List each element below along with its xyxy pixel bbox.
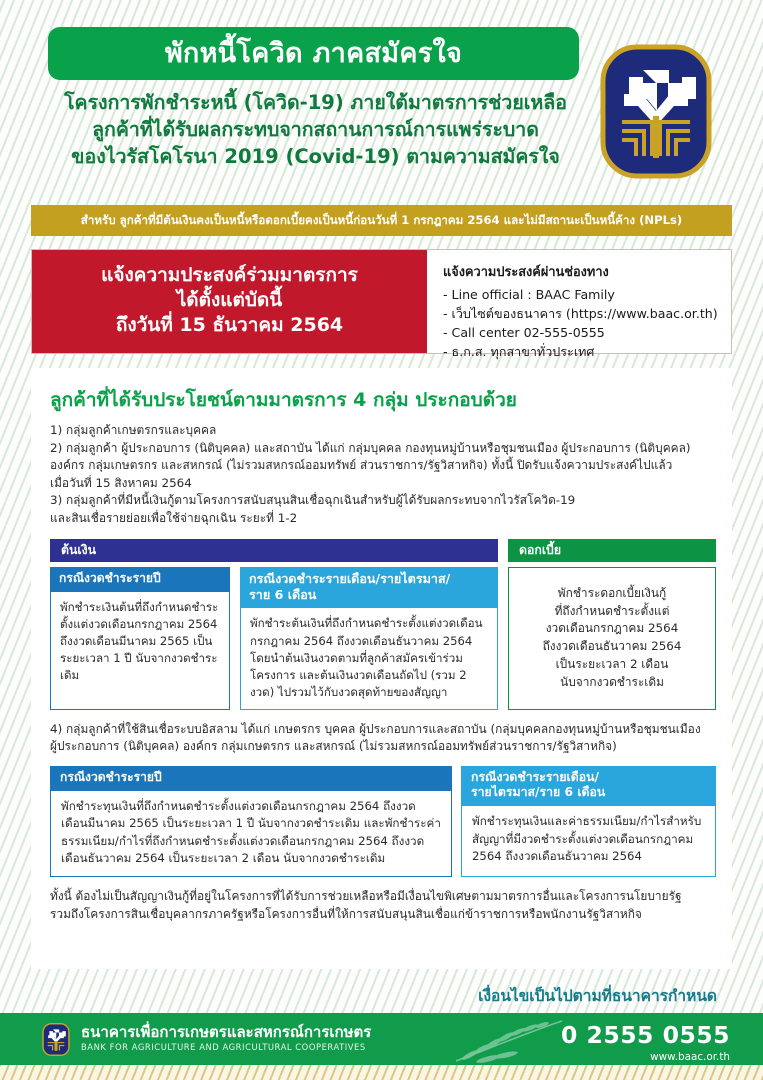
band-principal	[50, 539, 498, 562]
card-annual-principal-body: พักชำระเงินต้นที่ถึงกำหนดชำระตั้งแต่งวดเดือนกรกฎาคม 2564 ถึงงวดเดือนมีนาคม 2565 เป็นระยะเวลา 1 ปี นับจากงวดชำระเดิม	[50, 591, 230, 710]
primary-cards-row	[50, 567, 716, 710]
band-interest-label: ดอกเบี้ย	[519, 543, 562, 557]
band-interest	[508, 539, 716, 562]
card-monthly-islamic-head	[461, 766, 716, 806]
islamic-finance-note	[50, 721, 716, 756]
card-monthly-islamic-head-line1: กรณีงวดชำระรายเดือน/	[471, 769, 600, 784]
closing-note	[50, 888, 716, 924]
footer-contact	[560, 1021, 730, 1063]
card-monthly-principal-body: พักชำระต้นเงินที่ถึงกำหนดชำระตั้งแต่งวดเดือนกรกฎาคม 2564 ถึงงวดเดือนธันวาคม 2564 โดยนำต้นเงินงวดตามที่ลูกค้าสมัครเข้าร่วมโครงการ และต้นเงินงวดเดือนถัดไป (รวม 2 งวด) ไปรวมไว้กับงวดสุดท้ายของสัญญา	[240, 607, 498, 709]
islamic-line-1: 4) กลุ่มลูกค้าที่ใช้สินเชื่อระบบอิสลาม ได้แก่ เกษตรกร บุคคล ผู้ประกอบการและสถาบัน (กลุ่มบุคคลกองทุนหมู่บ้านหรือชุมชนเมือง	[50, 721, 701, 736]
rice-stalk-icon	[448, 1015, 568, 1065]
subtitle-line-2: ลูกค้าที่ได้รับผลกระทบจากสถานการณ์การแพร่ระบาด	[92, 117, 539, 141]
interest-line-5: เป็นระยะเวลา 2 เดือน	[555, 657, 669, 672]
card-interest-text	[543, 585, 682, 692]
channel-line-item[interactable]: - Line official : BAAC Family	[443, 287, 615, 302]
contact-channels-panel	[427, 250, 731, 360]
subtitle-line-3: ของไวรัสโคโรนา 2019 (Covid-19) ตามความสมัครใจ	[71, 144, 560, 168]
card-monthly-principal	[240, 567, 498, 710]
card-annual-principal-head: กรณีงวดชำระรายปี	[50, 567, 230, 591]
eligibility-bar	[31, 205, 732, 236]
footer-phone-number[interactable]: 0 2555 0555	[560, 1021, 730, 1049]
islamic-line-2: ผู้ประกอบการ (นิติบุคคล) องค์กร กลุ่มเกษตรกร และสหกรณ์ (ไม่รวมสหกรณ์ออมทรัพย์ส่วนราชการ/รัฐวิสาหกิจ)	[50, 739, 617, 754]
baac-logo-icon	[600, 44, 712, 179]
beneficiary-item-3a: 3) กลุ่มลูกค้าที่มีหนี้เงินกู้ตามโครงการสนับสนุนสินเชื่อฉุกเฉินสำหรับผู้ได้รับผลกระทบจากไวรัสโควิด-19	[50, 493, 576, 507]
closing-line-1: ทั้งนี้ ต้องไม่เป็นสัญญาเงินกู้ที่อยู่ในโครงการที่ได้รับการช่วยเหลือหรือมีเงื่อนไขพิเศษตามมาตรการอื่นและโครงการนโยบายรัฐ	[50, 888, 682, 903]
footer-bank-name-en: BANK FOR AGRICULTURE AND AGRICULTURAL COOPERATIVES	[81, 1042, 366, 1053]
registration-deadline-panel	[32, 250, 427, 353]
interest-line-1: พักชำระดอกเบี้ยเงินกู้	[557, 585, 667, 600]
channel-website-item[interactable]: - เว็บไซต์ของธนาคาร (https://www.baac.or.th)	[443, 306, 718, 322]
deadline-line-3: ถึงวันที่ 15 ธันวาคม 2564	[115, 314, 344, 337]
principal-cards-group	[50, 567, 498, 710]
card-monthly-islamic-body: พักชำระทุนเงินและค่าธรรมเนียม/กำไรสำหรับสัญญาที่มีงวดชำระตั้งแต่งวดเดือนกรกฎาคม 2564 ถึงงวดเดือนธันวาคม 2564	[461, 805, 716, 877]
footer-bank-name-th: ธนาคารเพื่อการเกษตรและสหกรณ์การเกษตร	[81, 1023, 372, 1041]
beneficiaries-heading: ลูกค้าที่ได้รับประโยชน์ตามมาตรการ 4 กลุ่ม ประกอบด้วย	[50, 389, 517, 411]
islamic-cards-row	[50, 766, 716, 877]
interest-line-2: ที่ถึงกำหนดชำระตั้งแต่	[554, 603, 670, 618]
interest-line-4: ถึงงวดเดือนธันวาคม 2564	[542, 639, 682, 654]
interest-line-3: งวดเดือนกรกฎาคม 2564	[545, 621, 679, 636]
card-monthly-islamic-head-line2: รายไตรมาส/ราย 6 เดือน	[471, 784, 606, 799]
main-content-panel	[31, 368, 732, 969]
card-interest-box	[508, 567, 716, 710]
footer-website[interactable]: www.baac.or.th	[650, 1050, 730, 1063]
beneficiary-item-1: 1) กลุ่มลูกค้าเกษตรกรและบุคคล	[50, 423, 217, 437]
card-annual-islamic-head: กรณีงวดชำระรายปี	[50, 766, 452, 790]
beneficiary-item-2a: 2) กลุ่มลูกค้า ผู้ประกอบการ (นิติบุคคล) และสถาบัน ได้แก่ กลุ่มบุคคล กองทุนหมู่บ้านหรือชุมชนเมือง ผู้ประกอบการ (นิติบุคคล)	[50, 440, 691, 455]
page-title: พักหนี้โควิด ภาคสมัครใจ	[164, 38, 463, 69]
footer-bank-names	[81, 1024, 371, 1054]
interest-line-6: นับจากงวดชำระเดิม	[560, 675, 664, 690]
card-interest	[508, 567, 716, 710]
beneficiary-item-3b: และสินเชื่อรายย่อยเพื่อใช้จ่ายฉุกเฉิน ระยะที่ 1-2	[50, 510, 298, 525]
card-annual-islamic-body: พักชำระทุนเงินที่ถึงกำหนดชำระตั้งแต่งวดเดือนกรกฎาคม 2564 ถึงงวดเดือนมีนาคม 2565 เป็นระยะเวลา 1 ปี นับจากงวดชำระเดิม และพักชำระค่าธรรมเนียม/กำไรที่ถึงกำหนดชำระตั้งแต่งวดเดือนกรกฎาคม 2564 ถึงงวดเดือนธันวาคม 2564 เป็นระยะเวลา 2 เดือน นับจากงวดชำระเดิม	[50, 790, 452, 877]
bottom-decorative-band	[0, 1065, 763, 1080]
column-bands	[50, 539, 716, 562]
subtitle-line-1: โครงการพักชำระหนี้ (โควิด-19) ภายใต้มาตรการช่วยเหลือ	[64, 91, 567, 114]
closing-line-2: รวมถึงโครงการสินเชื่อบุคลากรภาครัฐหรือโครงการอื่นที่ให้การสนับสนุนสินเชื่อแก่ข้าราชการหรือพนักงานรัฐวิสาหกิจ	[50, 906, 642, 921]
card-monthly-principal-head-line2: ราย 6 เดือน	[249, 586, 317, 602]
condition-note: เงื่อนไขเป็นไปตามที่ธนาคารกำหนด	[478, 987, 717, 1005]
channel-branch-item: - ธ.ก.ส. ทุกสาขาทั่วประเทศ	[443, 344, 595, 360]
band-principal-label: ต้นเงิน	[61, 543, 97, 557]
channels-title: แจ้งความประสงค์ผ่านช่องทาง	[443, 265, 609, 280]
beneficiary-item-2b: องค์กร กลุ่มเกษตรกร และสหกรณ์ (ไม่รวมสหกรณ์ออมทรัพย์ ส่วนราชการ/รัฐวิสาหกิจ) ทั้งนี้ ปิดรับแจ้งความประสงค์ไปแล้ว	[50, 458, 673, 472]
channels-list	[443, 285, 731, 362]
card-annual-islamic	[50, 766, 452, 877]
registration-strip	[31, 249, 732, 360]
card-annual-principal	[50, 567, 230, 710]
subtitle	[48, 90, 583, 171]
beneficiaries-list	[50, 422, 716, 527]
title-banner	[48, 27, 579, 80]
footer-baac-logo-icon	[40, 1023, 72, 1056]
card-monthly-principal-head-line1: กรณีงวดชำระรายเดือน/รายไตรมาส/	[249, 571, 451, 586]
deadline-line-1: แจ้งความประสงค์ร่วมมาตรการ	[101, 263, 358, 286]
beneficiary-item-2c: เมื่อวันที่ 15 สิงหาคม 2564	[50, 475, 192, 490]
header	[0, 0, 763, 196]
card-monthly-islamic	[461, 766, 716, 877]
deadline-line-2: ได้ตั้งแต่บัดนี้	[176, 288, 283, 311]
footer	[0, 1013, 763, 1065]
card-monthly-principal-head	[240, 567, 498, 607]
eligibility-text: สำหรับ ลูกค้าที่มีต้นเงินคงเป็นหนี้หรือดอกเบี้ยคงเป็นหนี้ก่อนวันที่ 1 กรกฎาคม 2564 และไม่มีสถานะเป็นหนี้ค้าง (NPLs)	[80, 212, 683, 227]
channel-callcenter-item[interactable]: - Call center 02-555-0555	[443, 325, 605, 341]
